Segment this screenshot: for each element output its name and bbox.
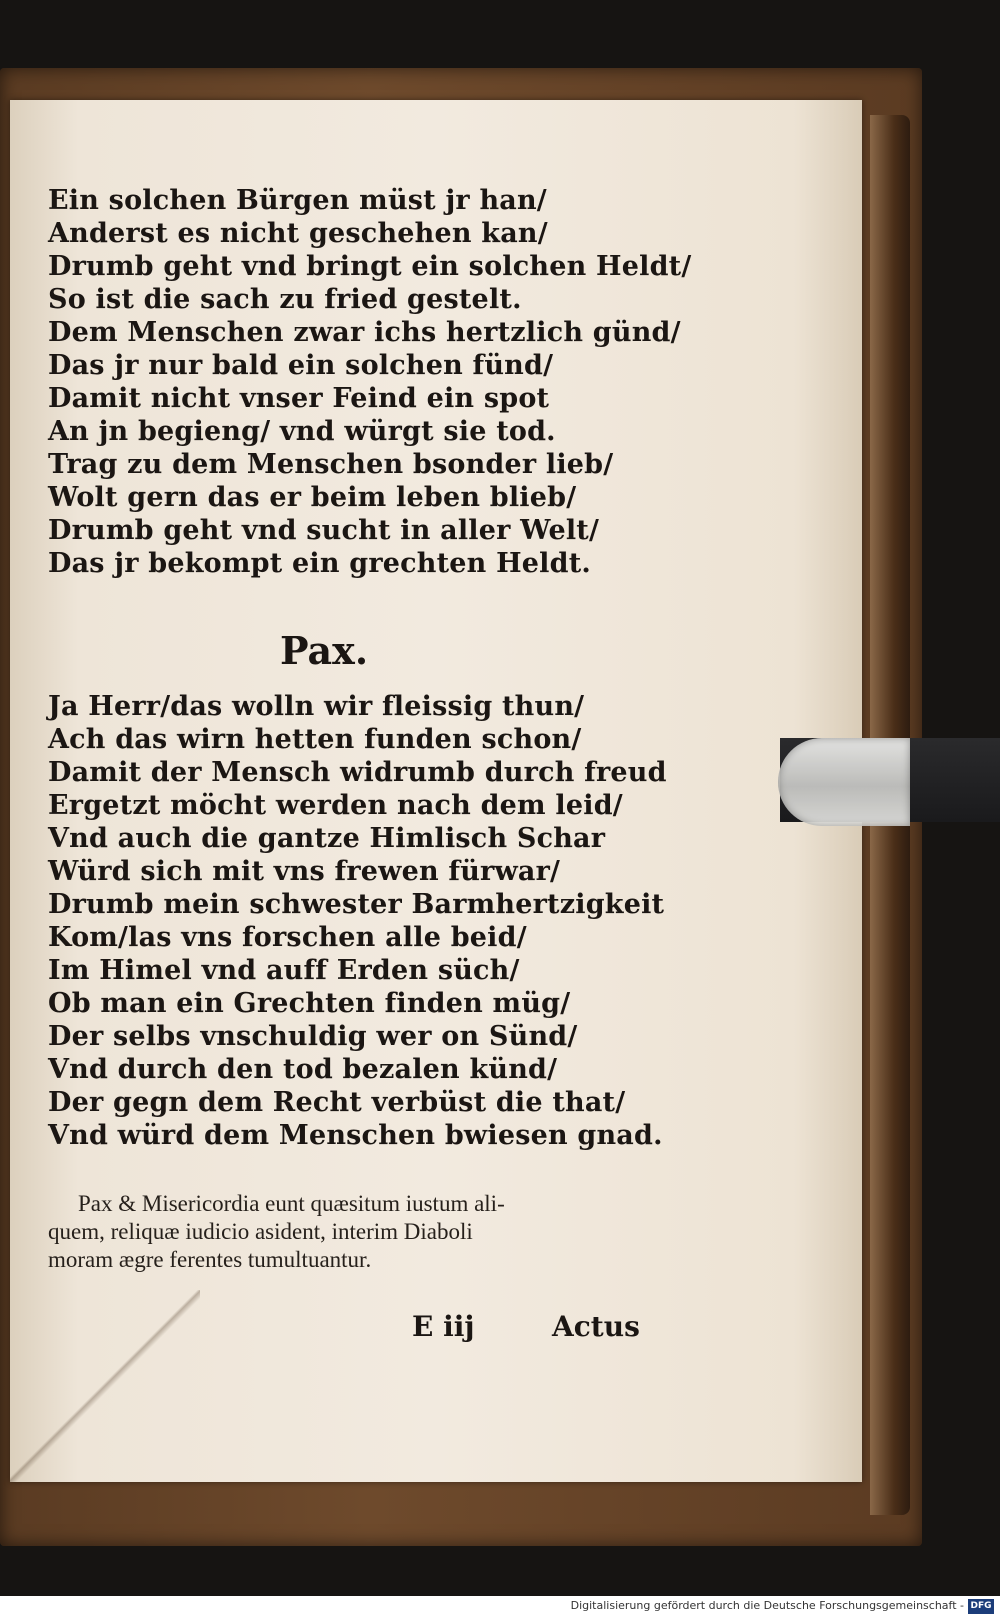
verse-line: Drumb mein schwester Barmhertzigkeit (48, 889, 665, 920)
signature-mark: E iij (412, 1310, 475, 1343)
speaker-heading: Pax. (280, 628, 369, 673)
stage-direction-line: moram ægre ferentes tumultuantur. (48, 1247, 372, 1272)
clasp-weight (778, 738, 910, 826)
verse-line: Der selbs vnschuldig wer on Sünd/ (48, 1021, 578, 1052)
verse-line: Ob man ein Grechten finden müg/ (48, 988, 571, 1019)
footer-credit: Digitalisierung gefördert durch die Deutsche Forschungsgemeinschaft - (570, 1599, 964, 1612)
verse-line: Drumb geht vnd sucht in aller Welt/ (48, 515, 600, 546)
verse-line: Ergetzt möcht werden nach dem leid/ (48, 790, 623, 821)
verse-line: Das jr nur bald ein solchen fünd/ (48, 350, 554, 381)
verse-line: Ach das wirn hetten funden schon/ (48, 724, 582, 755)
catchword: Actus (552, 1310, 640, 1343)
verse-line: Wolt gern das er beim leben blieb/ (48, 482, 577, 513)
verse-line: Kom/las vns forschen alle beid/ (48, 922, 527, 953)
verse-line: Damit der Mensch widrumb durch freud (48, 757, 667, 788)
verse-line: Vnd würd dem Menschen bwiesen gnad. (48, 1120, 663, 1151)
verse-line: Vnd auch die gantze Himlisch Schar (48, 823, 606, 854)
verse-line: Vnd durch den tod bezalen künd/ (48, 1054, 558, 1085)
verse-line: Ein solchen Bürgen müst jr han/ (48, 185, 547, 216)
verse-line: Dem Menschen zwar ichs hertzlich günd/ (48, 317, 681, 348)
page-crease (10, 1290, 200, 1482)
verse-line: Das jr bekompt ein grechten Heldt. (48, 548, 591, 579)
verse-line: An jn begieng/ vnd würgt sie tod. (48, 416, 556, 447)
verse-block-1 (48, 184, 692, 580)
verse-line: Ja Herr/das wolln wir fleissig thun/ (48, 691, 585, 722)
verse-line: Der gegn dem Recht verbüst die that/ (48, 1087, 626, 1118)
verse-line: Drumb geht vnd bringt ein solchen Heldt/ (48, 251, 692, 282)
stage-direction-line: quem, reliquæ iudicio asident, interim Diaboli (48, 1219, 473, 1244)
verse-line: So ist die sach zu fried gestelt. (48, 284, 522, 315)
verse-block-2 (48, 690, 668, 1152)
verse-line: Damit nicht vnser Feind ein spot (48, 383, 550, 414)
stage-direction-line: Pax & Misericordia eunt quæsitum iustum ali- (78, 1191, 505, 1216)
verse-line: Würd sich mit vns frewen fürwar/ (48, 856, 561, 887)
verse-line: Im Himel vnd auff Erden süch/ (48, 955, 520, 986)
verse-line: Anderst es nicht geschehen kan/ (48, 218, 548, 249)
dfg-logo: DFG (968, 1599, 994, 1614)
verse-line: Trag zu dem Menschen bsonder lieb/ (48, 449, 614, 480)
stage-direction (48, 1190, 644, 1274)
